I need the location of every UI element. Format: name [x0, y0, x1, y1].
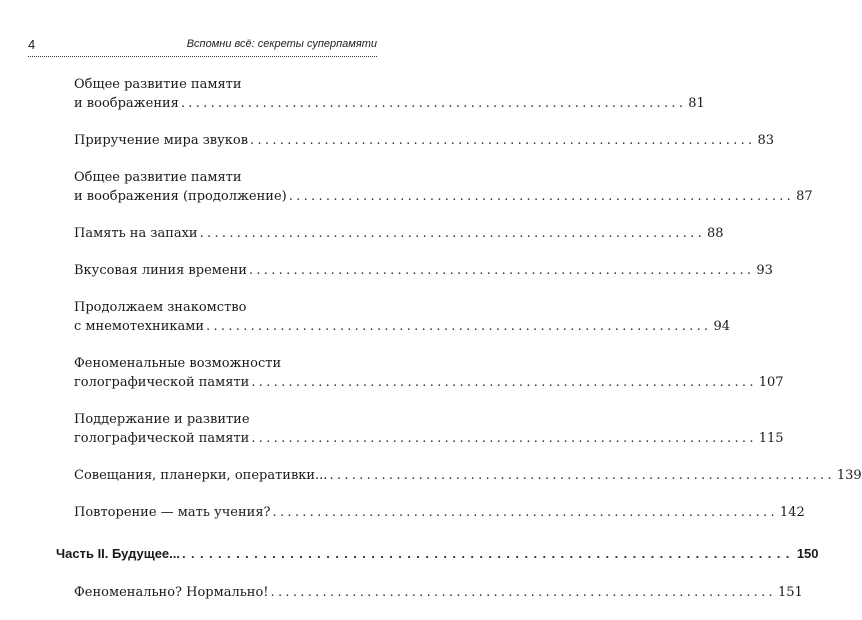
toc-entry-title-line: Феноменальные возможности [74, 356, 282, 371]
toc-entry-title: голографической памяти [74, 431, 250, 446]
toc-entry-title-line: Общее развитие памяти [74, 77, 242, 92]
toc-entry-page: 87 [796, 189, 813, 204]
header-rule [28, 56, 377, 57]
dot-leader: .................................................................... [251, 431, 757, 446]
page-number: 4 [28, 37, 36, 52]
toc-entry[interactable] [74, 75, 705, 113]
toc-entry[interactable] [74, 131, 774, 150]
toc-entry-page: 151 [777, 585, 803, 600]
toc-entry-page: 93 [756, 263, 773, 278]
dot-leader: .................................................................... [206, 319, 712, 334]
running-title: Вспомни всё: секреты суперпамяти [186, 38, 377, 50]
toc-entry[interactable] [74, 410, 784, 448]
toc-entry-title: Память на запахи [74, 226, 198, 241]
toc-entry[interactable] [74, 298, 730, 336]
dot-leader: .................................................................... [270, 585, 776, 600]
toc-entry-title: Совещания, планерки, оперативки... [74, 468, 328, 483]
dot-leader: .................................................................... [272, 505, 778, 520]
toc-entry-title: Приручение мира звуков [74, 133, 249, 148]
toc-entry-title: Феноменально? Нормально! [74, 585, 269, 600]
toc-entry-title: и воображения (продолжение) [74, 189, 287, 204]
toc-entry-title: голографической памяти [74, 375, 250, 390]
toc-entry-title: с мнемотехниками [74, 319, 205, 334]
toc-entry[interactable] [74, 354, 784, 392]
dot-leader: .................................................................... [288, 189, 795, 204]
toc-entry-page: 81 [688, 96, 705, 111]
toc-entry-page: 94 [713, 319, 730, 334]
toc-entry[interactable] [74, 168, 813, 206]
dot-leader: .................................................................... [250, 133, 756, 148]
toc-entry[interactable] [74, 261, 773, 280]
dot-leader: .................................................................... [180, 96, 687, 111]
table-of-contents [56, 75, 862, 620]
part-page: 150 [796, 546, 819, 561]
toc-entry-page: 88 [707, 226, 724, 241]
toc-entry-title-line: Продолжаем знакомство [74, 300, 247, 315]
dot-leader: .................................................................... [251, 375, 757, 390]
toc-entry-title: и воображения [74, 96, 179, 111]
dot-leader: .................................................................... [199, 226, 706, 241]
toc-entry-page: 142 [779, 505, 805, 520]
toc-entry[interactable] [74, 466, 862, 485]
toc-entry-title: Вкусовая линия времени [74, 263, 247, 278]
toc-entry-page: 115 [758, 431, 784, 446]
part-title: Часть II. Будущее... [56, 546, 180, 561]
toc-entry-page: 83 [757, 133, 774, 148]
toc-entry-title-line: Общее развитие памяти [74, 170, 242, 185]
toc-entry[interactable] [74, 224, 724, 243]
dot-leader: .................................................................... [182, 546, 795, 561]
toc-entry-page: 139 [836, 468, 862, 483]
toc-part-heading[interactable] [56, 544, 819, 563]
toc-entry-title-line: Поддержание и развитие [74, 412, 250, 427]
toc-entry-page: 107 [758, 375, 784, 390]
dot-leader: .................................................................... [248, 263, 755, 278]
toc-entry-title: Повторение — мать учения? [74, 505, 271, 520]
dot-leader: .................................................................... [329, 468, 835, 483]
toc-entry[interactable] [74, 503, 805, 522]
toc-entry[interactable] [74, 583, 803, 602]
